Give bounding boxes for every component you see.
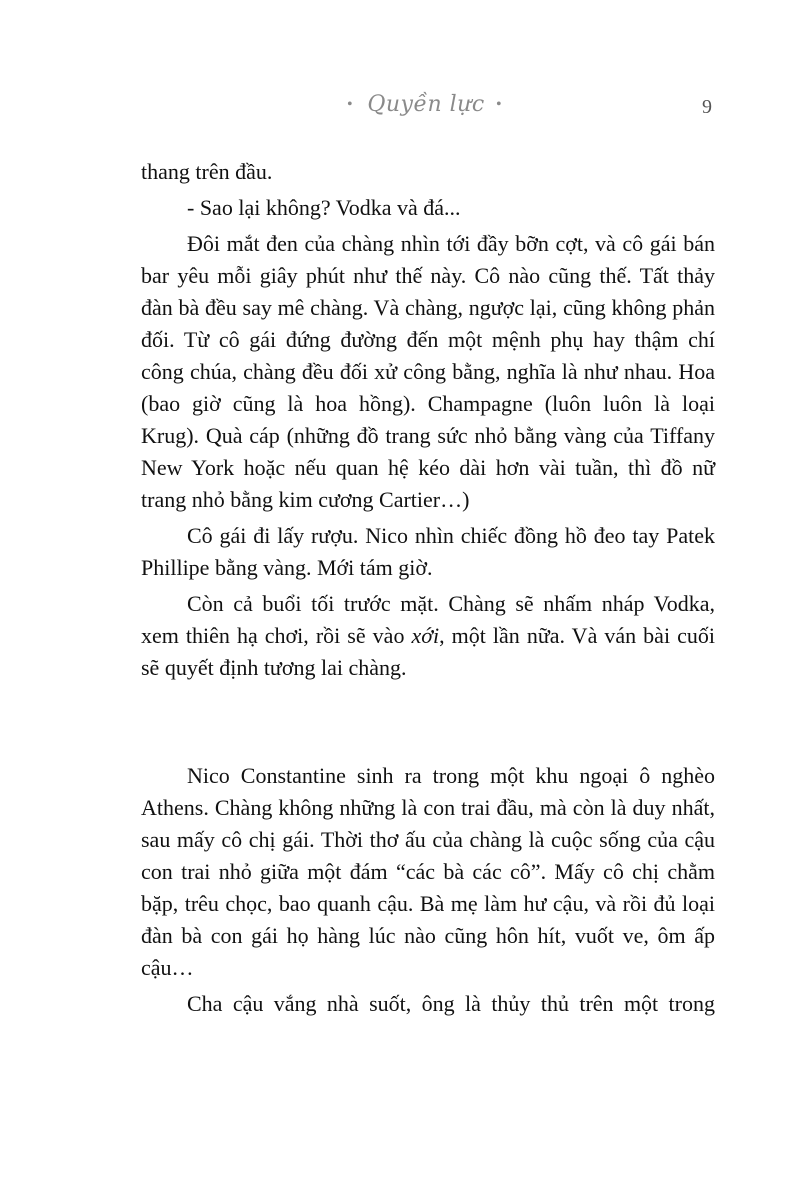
- text-line: con trai nhỏ giữa một đám “các bà các cô”. Mấy cô chị chằm: [141, 859, 715, 884]
- text-line: Athens. Chàng không những là con trai đầu, mà còn là duy nhất,: [141, 795, 715, 820]
- text-line: đàn bà đều say mê chàng. Và chàng, ngược lại, cũng không phản: [141, 295, 715, 320]
- paragraph: [141, 228, 715, 516]
- text-line: bặp, trêu chọc, bao quanh cậu. Bà mẹ làm hư cậu, và rồi đủ loại: [141, 891, 715, 916]
- running-title: Quyền lực: [367, 92, 485, 117]
- text-line: cậu…: [141, 955, 194, 980]
- paragraph: [141, 988, 715, 1020]
- text-line: Còn cả buổi tối trước mặt. Chàng sẽ nhấm nháp Vodka,: [187, 591, 715, 616]
- text-line: sẽ quyết định tương lai chàng.: [141, 655, 407, 680]
- text-line: Phillipe bằng vàng. Mới tám giờ.: [141, 555, 433, 580]
- paragraph: [141, 520, 715, 584]
- italic-word: xới: [411, 623, 440, 648]
- paragraph: [141, 588, 715, 684]
- text-line: sau mấy cô chị gái. Thời thơ ấu của chàng là cuộc sống của cậu: [141, 827, 715, 852]
- text-line: thang trên đầu.: [141, 159, 273, 184]
- text-line: trang nhỏ bằng kim cương Cartier…): [141, 487, 470, 512]
- text-line: - Sao lại không? Vodka và đá...: [187, 195, 461, 220]
- paragraph: [141, 192, 715, 224]
- bullet-right: •: [496, 96, 502, 113]
- text-line: đàn bà con gái họ hàng lúc nào cũng hôn hít, vuốt ve, ôm ấp: [141, 923, 715, 948]
- text-line: Đôi mắt đen của chàng nhìn tới đầy bỡn cợt, và cô gái bán: [187, 231, 715, 256]
- body-text: [141, 156, 715, 1020]
- text-run: , một lần nữa. Và ván bài cuối: [439, 623, 715, 648]
- text-line: đối. Từ cô gái đứng đường đến một mệnh phụ hay thậm chí: [141, 327, 715, 352]
- text-line: New York hoặc nếu quan hệ kéo dài hơn vài tuần, thì đồ nữ: [141, 455, 715, 480]
- text-line: Nico Constantine sinh ra trong một khu ngoại ô nghèo: [187, 763, 715, 788]
- text-line: [141, 620, 715, 652]
- text-run: xem thiên hạ chơi, rồi sẽ vào: [141, 623, 412, 648]
- paragraph: [141, 156, 715, 188]
- text-line: bar yêu mỗi giây phút như thế này. Cô nào cũng thế. Tất thảy: [141, 263, 715, 288]
- page-number: 9: [702, 96, 712, 118]
- text-line: công chúa, chàng đều đối xử công bằng, nghĩa là như nhau. Hoa: [141, 359, 715, 384]
- text-line: Krug). Quà cáp (những đồ trang sức nhỏ bằng vàng của Tiffany: [141, 423, 715, 448]
- bullet-left: •: [347, 96, 353, 113]
- paragraph: [141, 760, 715, 984]
- text-line: (bao giờ cũng là hoa hồng). Champagne (luôn luôn là loại: [141, 391, 715, 416]
- text-line: Cô gái đi lấy rượu. Nico nhìn chiếc đồng hồ đeo tay Patek: [187, 523, 715, 548]
- running-header: [0, 92, 806, 128]
- text-line: Cha cậu vắng nhà suốt, ông là thủy thủ trên một trong: [187, 991, 715, 1016]
